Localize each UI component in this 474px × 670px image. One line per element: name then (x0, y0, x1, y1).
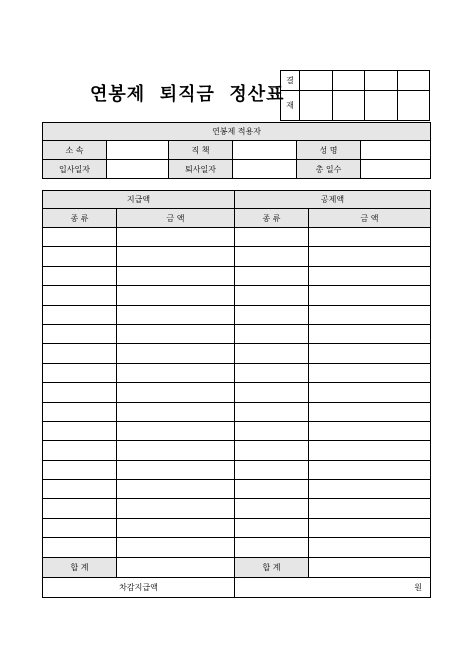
ledger-row (43, 363, 431, 382)
deduction-type-cell[interactable] (235, 421, 309, 440)
payment-type-cell[interactable] (43, 363, 117, 382)
deduction-type-cell[interactable] (235, 460, 309, 479)
deduction-amount-cell[interactable] (309, 538, 431, 557)
approval-title-cell[interactable] (300, 71, 333, 91)
employee-info-table (42, 122, 431, 179)
deduction-type-cell[interactable] (235, 363, 309, 382)
net-payment-field[interactable] (235, 577, 431, 597)
approval-sign-cell[interactable] (332, 91, 365, 121)
ledger-row (43, 305, 431, 324)
payment-amount-cell[interactable] (117, 247, 235, 266)
deduction-type-cell[interactable] (235, 266, 309, 285)
ledger-row (43, 286, 431, 305)
payment-amount-cell[interactable] (117, 518, 235, 537)
deduction-amount-cell[interactable] (309, 344, 431, 363)
payment-amount-cell[interactable] (117, 266, 235, 285)
ledger-row (43, 344, 431, 363)
net-payment-label: 차감지급액 (43, 577, 235, 597)
payment-type-cell[interactable] (43, 344, 117, 363)
payment-amount-cell[interactable] (117, 363, 235, 382)
payment-type-cell[interactable] (43, 421, 117, 440)
deduction-amount-cell[interactable] (309, 402, 431, 421)
payment-amount-cell[interactable] (117, 538, 235, 557)
deduction-type-cell[interactable] (235, 324, 309, 343)
deduction-type-cell[interactable] (235, 383, 309, 402)
deduction-amount-cell[interactable] (309, 480, 431, 499)
deduction-amount-cell[interactable] (309, 460, 431, 479)
payment-type-cell[interactable] (43, 286, 117, 305)
payment-type-cell[interactable] (43, 518, 117, 537)
deduction-type-header: 종 류 (235, 209, 309, 228)
payment-amount-cell[interactable] (117, 344, 235, 363)
department-field[interactable] (107, 141, 169, 160)
deduction-amount-cell[interactable] (309, 286, 431, 305)
deduction-amount-cell[interactable] (309, 441, 431, 460)
payment-type-cell[interactable] (43, 305, 117, 324)
hire-date-label: 입사일자 (43, 160, 107, 179)
deduction-type-cell[interactable] (235, 305, 309, 324)
ledger-row (43, 266, 431, 285)
name-field[interactable] (361, 141, 431, 160)
info-header: 연봉제 적용자 (43, 123, 431, 141)
payment-type-header: 종 류 (43, 209, 117, 228)
deduction-amount-cell[interactable] (309, 247, 431, 266)
payment-type-cell[interactable] (43, 247, 117, 266)
payment-amount-cell[interactable] (117, 383, 235, 402)
payment-total-label: 합 계 (43, 557, 117, 577)
approval-sign-cell[interactable] (397, 91, 430, 121)
deduction-amount-cell[interactable] (309, 518, 431, 537)
payment-type-cell[interactable] (43, 383, 117, 402)
ledger-row (43, 518, 431, 537)
payment-type-cell[interactable] (43, 266, 117, 285)
ledger-row (43, 441, 431, 460)
deduction-total-field[interactable] (309, 557, 431, 577)
deduction-amount-cell[interactable] (309, 324, 431, 343)
approval-title-cell[interactable] (397, 71, 430, 91)
payment-type-cell[interactable] (43, 441, 117, 460)
payment-amount-cell[interactable] (117, 499, 235, 518)
deduction-amount-cell[interactable] (309, 363, 431, 382)
payment-total-field[interactable] (117, 557, 235, 577)
approval-label-bottom: 재 (281, 91, 300, 121)
deduction-header: 공제액 (235, 191, 431, 209)
approval-title-cell[interactable] (365, 71, 398, 91)
payment-type-cell[interactable] (43, 228, 117, 247)
payment-amount-cell[interactable] (117, 402, 235, 421)
payment-header: 지급액 (43, 191, 235, 209)
ledger-row (43, 402, 431, 421)
position-label: 직 책 (169, 141, 233, 160)
payment-type-cell[interactable] (43, 538, 117, 557)
deduction-amount-cell[interactable] (309, 499, 431, 518)
approval-label-top: 결 (281, 71, 300, 91)
document-title: 연봉제 퇴직금 정산표 (90, 84, 285, 105)
deduction-total-label: 합 계 (235, 557, 309, 577)
ledger-row (43, 383, 431, 402)
deduction-type-cell[interactable] (235, 402, 309, 421)
ledger-row (43, 480, 431, 499)
currency-unit: 원 (414, 582, 422, 592)
ledger-row (43, 247, 431, 266)
position-field[interactable] (233, 141, 297, 160)
payment-amount-cell[interactable] (117, 421, 235, 440)
approval-title-cell[interactable] (332, 71, 365, 91)
deduction-type-cell[interactable] (235, 518, 309, 537)
payment-type-cell[interactable] (43, 324, 117, 343)
deduction-amount-cell[interactable] (309, 383, 431, 402)
ledger-row (43, 228, 431, 247)
total-days-label: 총 일수 (297, 160, 361, 179)
payment-amount-cell[interactable] (117, 228, 235, 247)
leave-date-field[interactable] (233, 160, 297, 179)
leave-date-label: 퇴사일자 (169, 160, 233, 179)
hire-date-field[interactable] (107, 160, 169, 179)
deduction-amount-cell[interactable] (309, 305, 431, 324)
department-label: 소 속 (43, 141, 107, 160)
ledger-row (43, 324, 431, 343)
approval-sign-cell[interactable] (300, 91, 333, 121)
settlement-ledger (42, 190, 431, 598)
payment-amount-cell[interactable] (117, 441, 235, 460)
payment-amount-cell[interactable] (117, 460, 235, 479)
payment-amount-cell[interactable] (117, 324, 235, 343)
deduction-type-cell[interactable] (235, 538, 309, 557)
payment-amount-cell[interactable] (117, 286, 235, 305)
deduction-amount-header: 금 액 (309, 209, 431, 228)
approval-box (280, 70, 430, 121)
ledger-row (43, 421, 431, 440)
approval-sign-cell[interactable] (365, 91, 398, 121)
ledger-row (43, 460, 431, 479)
deduction-type-cell[interactable] (235, 228, 309, 247)
payment-type-cell[interactable] (43, 480, 117, 499)
total-days-field[interactable] (361, 160, 431, 179)
deduction-amount-cell[interactable] (309, 228, 431, 247)
ledger-row (43, 538, 431, 557)
payment-amount-header: 금 액 (117, 209, 235, 228)
name-label: 성 명 (297, 141, 361, 160)
deduction-amount-cell[interactable] (309, 421, 431, 440)
payment-type-cell[interactable] (43, 499, 117, 518)
deduction-type-cell[interactable] (235, 286, 309, 305)
payment-type-cell[interactable] (43, 402, 117, 421)
payment-type-cell[interactable] (43, 460, 117, 479)
payment-amount-cell[interactable] (117, 305, 235, 324)
deduction-type-cell[interactable] (235, 441, 309, 460)
deduction-type-cell[interactable] (235, 480, 309, 499)
deduction-type-cell[interactable] (235, 499, 309, 518)
deduction-type-cell[interactable] (235, 247, 309, 266)
payment-amount-cell[interactable] (117, 480, 235, 499)
ledger-row (43, 499, 431, 518)
deduction-amount-cell[interactable] (309, 266, 431, 285)
deduction-type-cell[interactable] (235, 344, 309, 363)
